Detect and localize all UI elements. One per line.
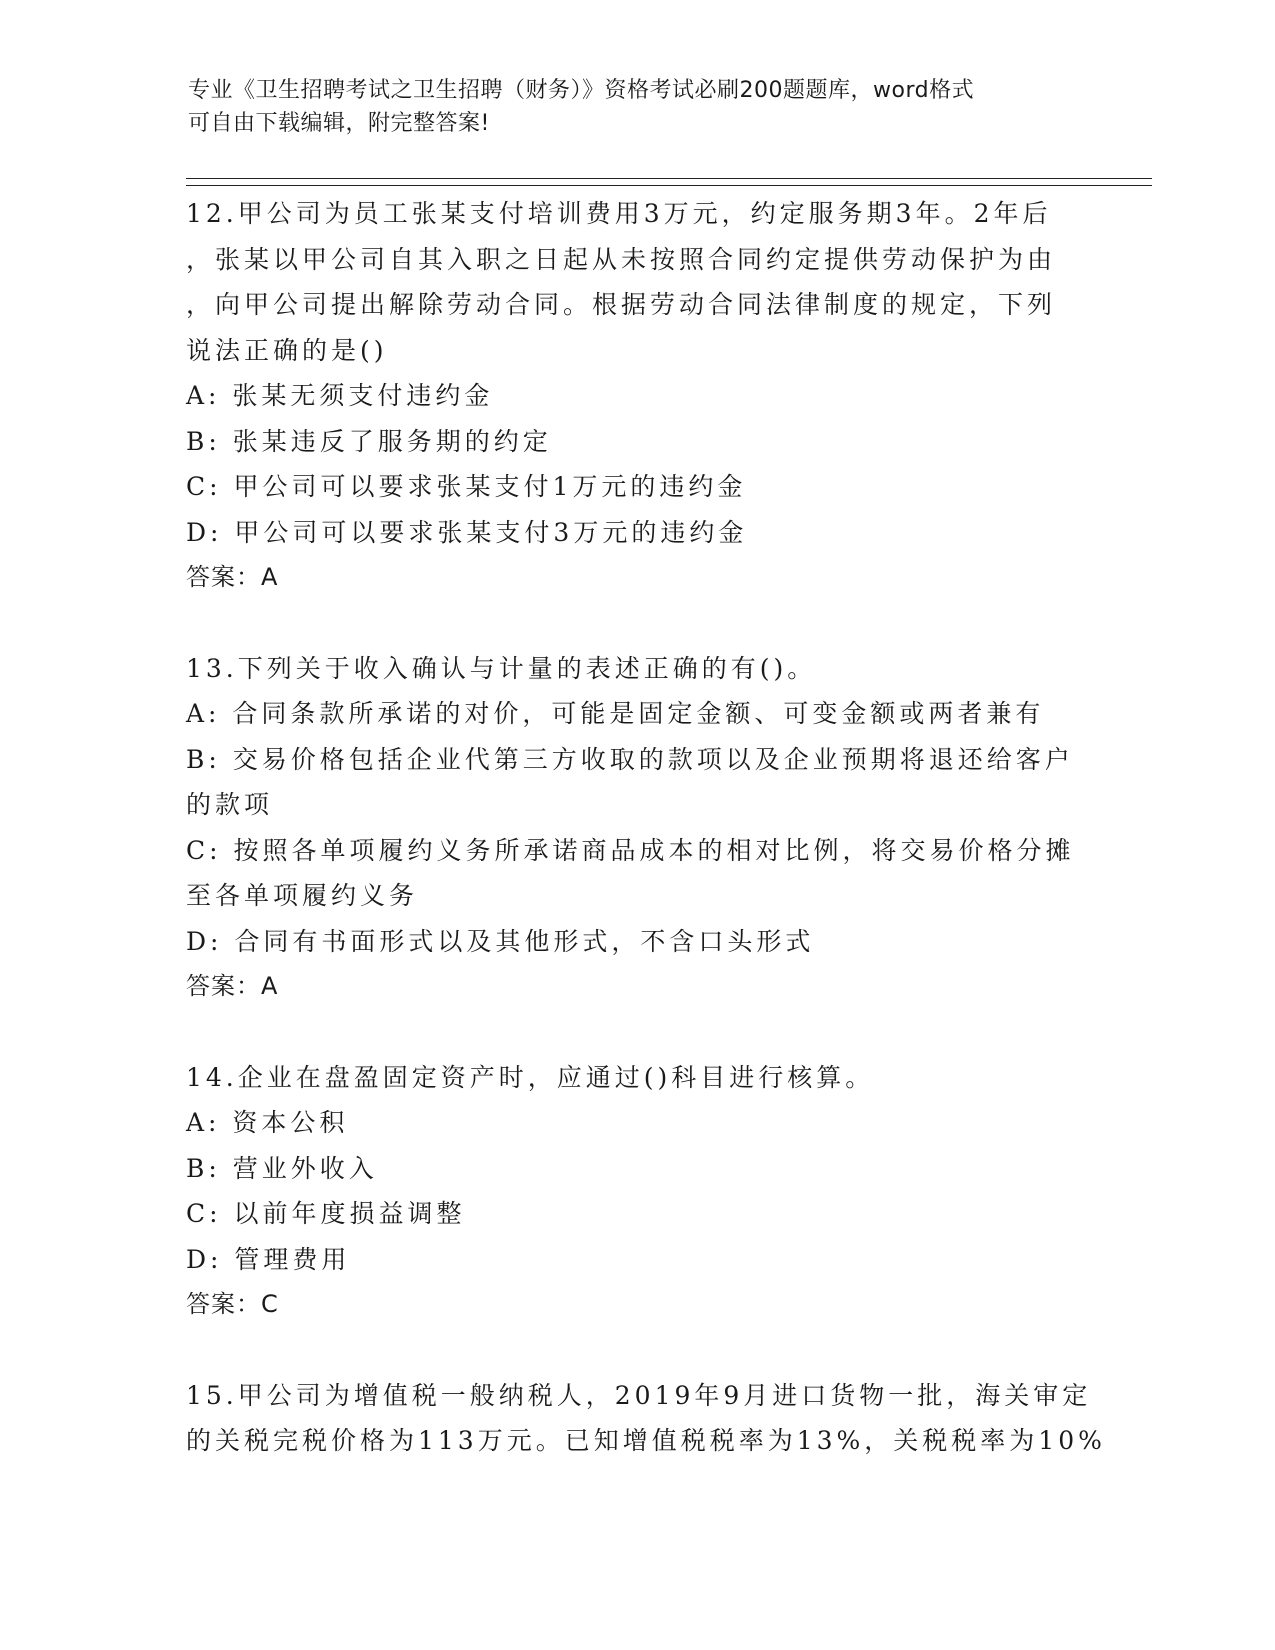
question-12 (186, 191, 1086, 601)
question-stem-line: ，向甲公司提出解除劳动合同。根据劳动合同法律制度的规定，下列 (186, 290, 1057, 319)
option-b: B: 张某违反了服务期的约定 (186, 426, 552, 456)
option-b: B: 营业外收入 (186, 1153, 378, 1183)
document-header (188, 74, 1088, 140)
answer-line: 答案：C (186, 1290, 279, 1318)
question-spacer (186, 1010, 1086, 1055)
question-list (186, 191, 1106, 1464)
question-stem-line: 13.下列关于收入确认与计量的表述正确的有()。 (186, 653, 817, 683)
question-spacer (186, 1328, 1086, 1373)
question-stem-line: 12.甲公司为员工张某支付培训费用3万元，约定服务期3年。2年后 (186, 199, 1052, 228)
answer-line: 答案：A (186, 563, 279, 591)
option-c: C: 甲公司可以要求张某支付1万元的违约金 (186, 472, 747, 501)
option-a: A: 资本公积 (186, 1108, 349, 1137)
question-stem-line: 15.甲公司为增值税一般纳税人，2019年9月进口货物一批，海关审定 (186, 1380, 1092, 1410)
question-stem-line: 14.企业在盘盈固定资产时，应通过()科目进行核算。 (186, 1062, 875, 1092)
option-b: B: 交易价格包括企业代第三方收取的款项以及企业预期将退还给客户 (186, 744, 1074, 774)
header-line-2: 可自由下载编辑，附完整答案! (188, 111, 490, 136)
question-13 (186, 646, 1086, 1010)
option-c-continued: 至各单项履约义务 (186, 881, 419, 910)
question-15 (186, 1373, 1106, 1464)
option-b-continued: 的款项 (186, 790, 274, 819)
question-stem-line: 说法正确的是() (186, 335, 388, 365)
answer-line: 答案：A (186, 972, 279, 1000)
question-14 (186, 1055, 1086, 1328)
question-spacer (186, 601, 1086, 646)
option-d: D: 合同有书面形式以及其他形式，不含口头形式 (186, 926, 815, 956)
option-d: D: 甲公司可以要求张某支付3万元的违约金 (186, 517, 748, 547)
option-a: A: 张某无须支付违约金 (186, 381, 494, 410)
option-c: C: 按照各单项履约义务所承诺商品成本的相对比例，将交易价格分摊 (186, 835, 1075, 865)
option-c: C: 以前年度损益调整 (186, 1199, 466, 1228)
header-divider (186, 178, 1152, 186)
question-stem-line: 的关税完税价格为113万元。已知增值税税率为13%，关税税率为10% (186, 1426, 1106, 1455)
header-line-1: 专业《卫生招聘考试之卫生招聘（财务）》资格考试必刷200题题库，word格式 (188, 78, 975, 103)
question-stem-line: ，张某以甲公司自其入职之日起从未按照合同约定提供劳动保护为由 (186, 244, 1057, 274)
option-a: A: 合同条款所承诺的对价，可能是固定金额、可变金额或两者兼有 (186, 699, 1045, 728)
option-d: D: 管理费用 (186, 1244, 351, 1274)
